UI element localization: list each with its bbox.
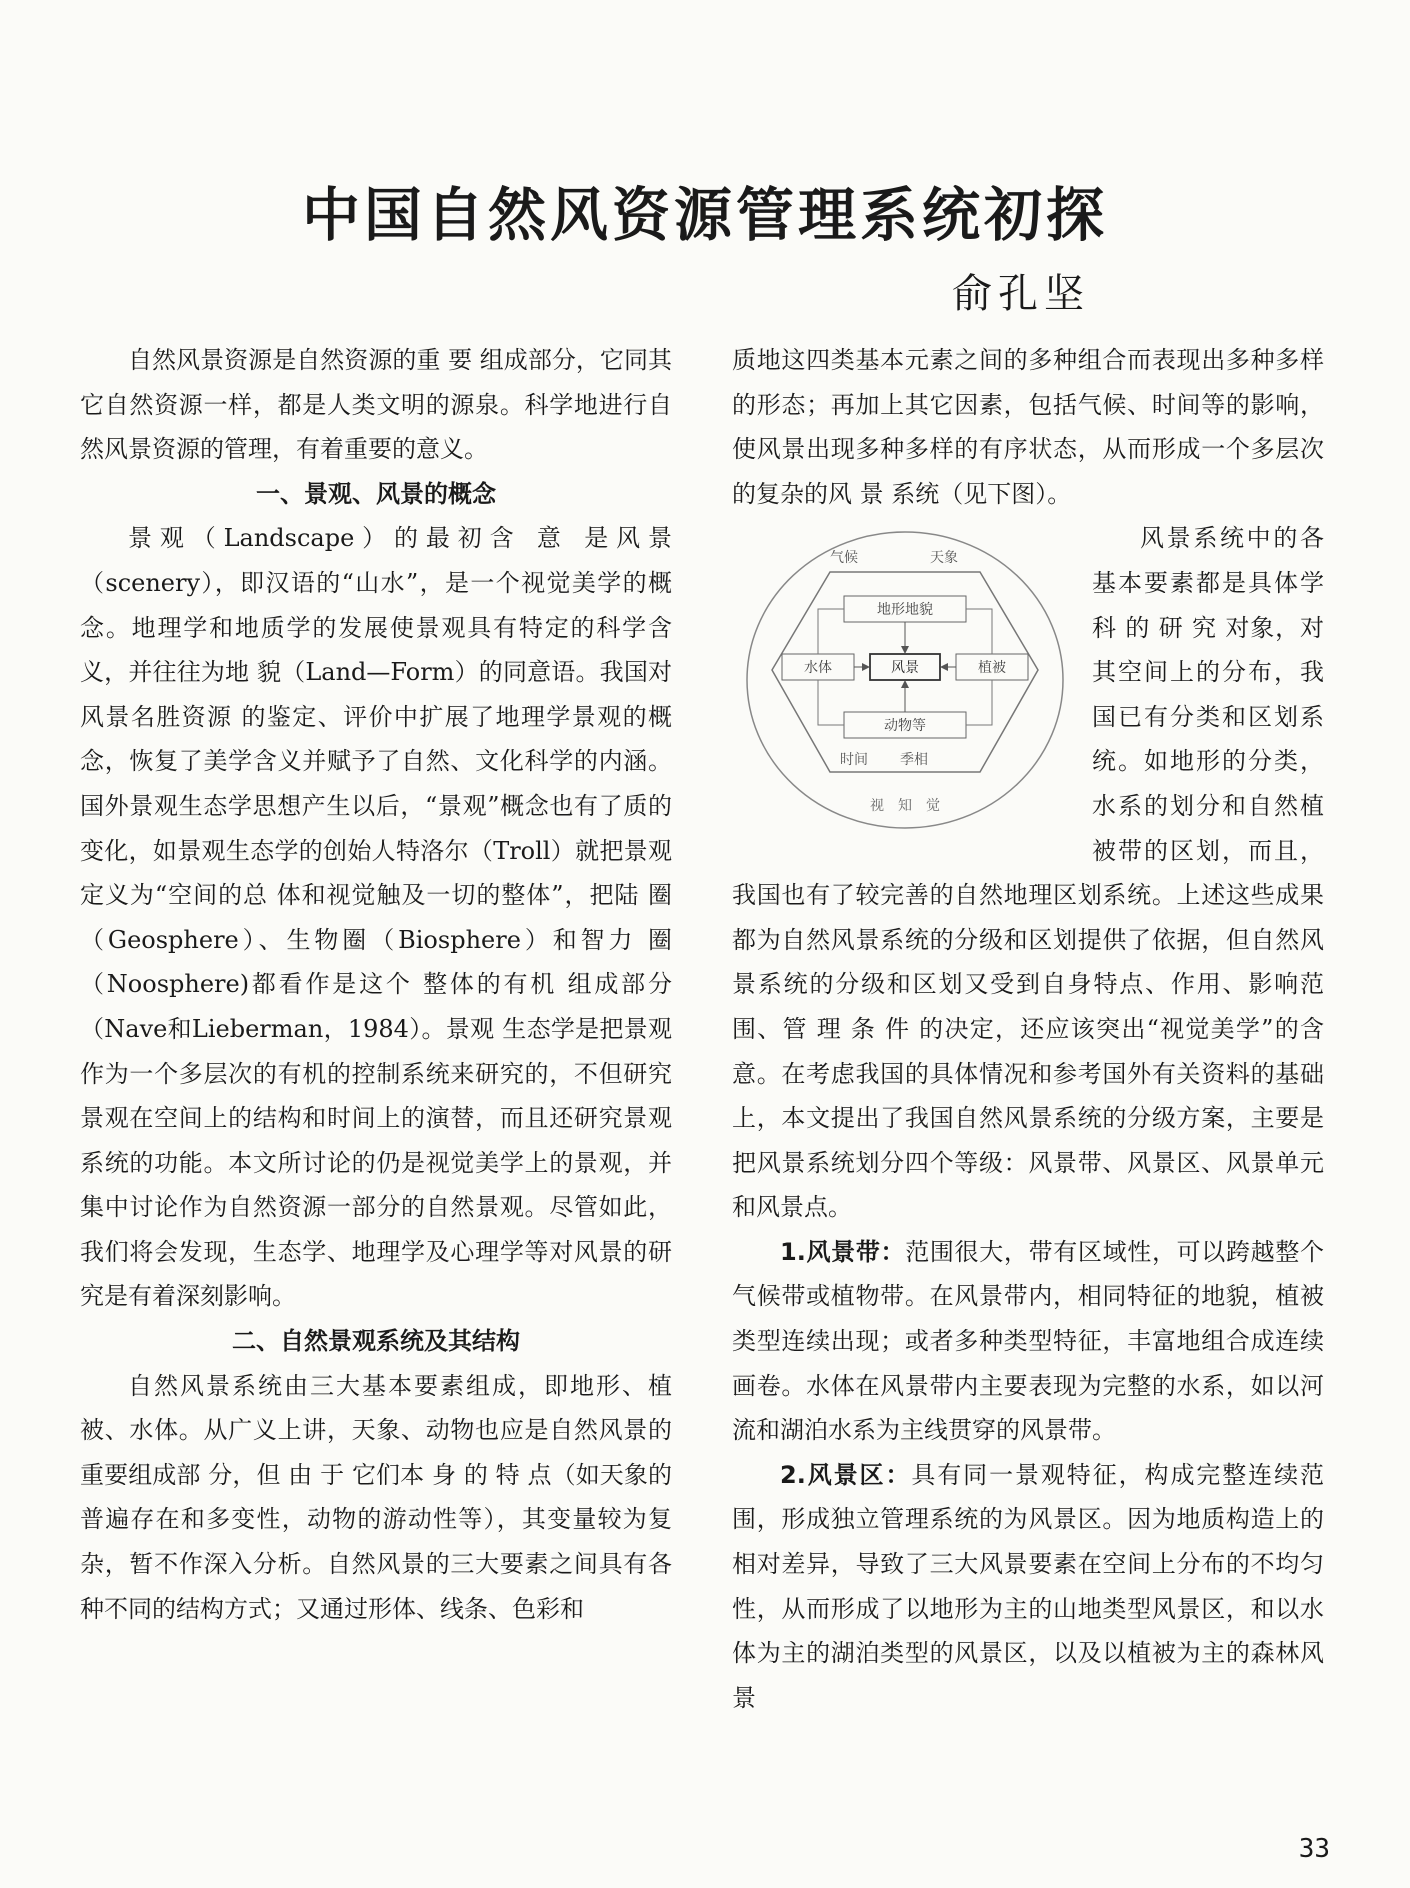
- page-number: 33: [1298, 1834, 1330, 1864]
- label-climate: 气候: [830, 550, 858, 567]
- item-scenic-area: [732, 1453, 1324, 1721]
- diagram-svg: [732, 520, 1078, 840]
- landscape-system-diagram: [732, 520, 1078, 840]
- author-name: 俞孔坚: [952, 271, 1090, 317]
- section-heading-1: 一、景观、风景的概念: [256, 479, 496, 508]
- paragraph-system-structure: 自然风景系统由三大基本要素组成，即地形、植被、水体。从广义上讲，天象、动物也应是自然风景的重要组成部 分，但 由 于 它们本 身 的 特 点（如天象的普遍存在和多变性，动物的游动性等），其变量较为复杂，暂不作深入分析。自然风景的三大要素之间具有各种不同的结构方式；又通过形体、线条、色彩和: [80, 1371, 672, 1623]
- label-time: 时间: [840, 752, 868, 769]
- section-heading-2: 二、自然景观系统及其结构: [232, 1327, 520, 1356]
- item-scenic-area-text: 具有同一景观特征，构成完整连续范围，形成独立管理系统的为风景区。因为地质构造上的相对差异，导致了三大风景要素在空间上分布的不均匀性，从而形成了以地形为主的山地类型风景区，和以水体为主的湖泊类型的风景区，以及以植被为主的森林风景: [732, 1460, 1324, 1712]
- left-column: [80, 338, 672, 1631]
- item-landscape-belt-label: 1.风景带：: [780, 1237, 906, 1266]
- label-terrain: 地形地貌: [877, 602, 933, 619]
- label-sky: 天象: [930, 550, 958, 567]
- label-perception: 视 知 觉: [870, 798, 940, 815]
- item-landscape-belt-text: 范围很大，带有区域性，可以跨越整个气候带或植物带。在风景带内，相同特征的地貌，植被类型连续出现；或者多种类型特征，丰富地组合成连续画卷。水体在风景带内主要表现为完整的水系，如以河流和湖泊水系为主线贯穿的风景带。: [732, 1237, 1324, 1445]
- item-scenic-area-label: 2.风景区：: [780, 1460, 912, 1489]
- right-column: [732, 338, 1324, 1720]
- label-vegetation: 植被: [978, 660, 1006, 677]
- item-landscape-belt: [732, 1230, 1324, 1453]
- label-water: 水体: [804, 660, 832, 677]
- paragraph-intro: 自然风景资源是自然资源的重 要 组成部分，它同其它自然资源一样，都是人类文明的源泉。科学地进行自然风景资源的管理，有着重要的意义。: [80, 346, 672, 464]
- paragraph-landscape-concept: 景观（Landscape）的最初含 意 是风景（scenery），即汉语的“山水”，是一个视觉美学的概念。地理学和地质学的发展使景观具有特定的科学含义，并往往为地 貌（Land—Form）的同意语。我国对风景名胜资源 的鉴定、评价中扩展了地理学景观的概念，恢复了美学含义并赋予了自然、文化科学的内涵。国外景观生态学思想产生以后，“景观”概念也有了质的变化，如景观生态学的创始人特洛尔（Troll）就把景观定义为“空间的总 体和视觉触及一切的整体”，把陆 圈（Geosphere）、生物圈（Biosphere）和智力 圈（Noosphere)都看作是这个 整体的有机 组成部分（Nave和Lieberman，1984）。景观 生态学是把景观作为一个多层次的有机的控制系统来研究的，不但研究景观在空间上的结构和时间上的演替，而且还研究景观系统的功能。本文所讨论的仍是视觉美学上的景观，并集中讨论作为自然资源一部分的自然景观。尽管如此，我们将会发现，生态学、地理学及心理学等对风景的研究是有着深刻影响。: [80, 524, 672, 1311]
- article-title: 中国自然风资源管理系统初探: [301, 181, 1108, 249]
- paragraph-system-elements: 风景系统中的各基本要素都是具体学科 的 研 究 对象，对其空间上的分布，我国已有分类和区划系统。如地形的分类，水系的划分和自然植被带的区划，而且，我国也有了较完善的自然地理区划系统。上述这些成果都为自然风景系统的分级和区划提供了依据，但自然风景系统的分级和区划又受到自身特点、作用、影响范围、管 理 条 件 的决定，还应该突出“视觉美学”的含意。在考虑我国的具体情况和参考国外有关资料的基础上，本文提出了我国自然风景系统的分级方案，主要是把风景系统划分四个等级：风景带、风景区、风景单元和风景点。: [732, 524, 1324, 1222]
- label-animals: 动物等: [884, 718, 926, 735]
- label-center: 风景: [891, 660, 919, 677]
- label-season: 季相: [900, 752, 928, 769]
- paragraph-continuation: 质地这四类基本元素之间的多种组合而表现出多种多样的形态；再加上其它因素，包括气候、时间等的影响，使风景出现多种多样的有序状态，从而形成一个多层次的复杂的风 景 系统（见下图）。: [732, 346, 1324, 508]
